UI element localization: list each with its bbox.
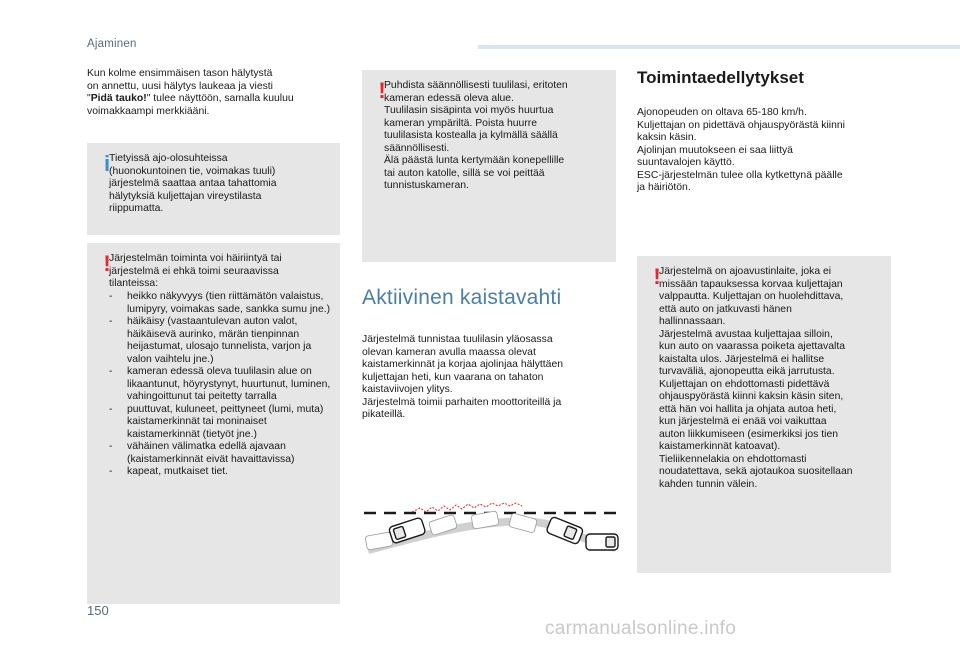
list-item: - kameran edessä oleva tuulilasin alue on likaantunut, höyrystynyt, huurtunut, luminen, vahingoittunut tai peitetty tarralla <box>109 366 336 404</box>
list-item: - puuttuvat, kuluneet, peittyneet (lumi, muta) kaistamerkinnät tai moninaiset kaistamerkinnät (tietyöt jne.) <box>109 404 336 442</box>
intro-paragraph <box>87 68 337 118</box>
driver-assist-warning-text: Järjestelmä on ajoavustinlaite, joka ei missään tapauksessa korvaa kuljettajan valppautta. Kuljettajan on huolehdittava, että auto on jatkuvasti hänen hallinnassaan. Järjestelmä avustaa kuljettajaa silloin, kun auto on vaarassa poiketa ajettavalta kaistalta ulos. Järjestelmä ei hallitse turvaväliä, ajonopeutta eikä jarrutusta. Kuljettajan on ehdottomasti pidettävä ohjauspyörästä kiinni kaksin käsin siten, että hän voi hallita ja ohjata autoa heti, kun järjestelmä ei enää voi vaikuttaa auton liikkumiseen (esimerkiksi jos tien kaistamerkinnät katoavat). Tieliikennelakia on ehdottomasti noudatettava, sekä ajotaukoa suositellaan kahden tunnin välein. <box>659 266 853 490</box>
list-item: - heikko näkyvyys (tien riittämätön valaistus, lumipyry, voimakas sade, sankka sumu jne.) <box>109 291 336 316</box>
info-note-box <box>87 143 340 235</box>
warning-icon: ! <box>103 251 111 276</box>
section-title-active-lane-assist: Aktiivinen kaistavahti <box>362 286 562 309</box>
watermark: carmanualsonline.info <box>545 618 737 639</box>
warning-box-driver-assist <box>637 256 891 573</box>
info-note-text: Tietyissä ajo-olosuhteissa (huonokuntoinen tie, voimakas tuuli) järjestelmä saattaa antaa tahattomia hälytyksiä kuljettajan vireystilasta riippumatta. <box>109 153 277 214</box>
page-number: 150 <box>87 603 109 618</box>
active-lane-assist-text: Järjestelmä tunnistaa tuulilasin yläosassa olevan kameran avulla maassa olevat kaistamerkinnät ja korjaa ajolinjaa hälyttäen kuljettajan heti, kun vaarana on tahaton kaistaviivojen ylitys. Järjestelmä toimii parhaiten moottoriteillä ja pikateillä. <box>362 334 563 420</box>
list-item: - vähäinen välimatka edellä ajavaan (kaistamerkinnät eivät havaittavissa) <box>109 441 336 466</box>
intro-text-after: " tulee näyttöön, samalla kuuluu voimakkaampi merkkiääni. <box>87 93 294 117</box>
intro-bold-text: Pidä tauko! <box>90 93 147 104</box>
lane-departure-illustration <box>360 492 622 564</box>
warning-box-windscreen <box>362 70 616 262</box>
limitations-intro: Järjestelmän toiminta voi häiriintyä tai järjestelmä ei ehkä toimi seuraavissa tilanteissa: <box>109 253 282 289</box>
section-title-operating-conditions: Toimintaedellytykset <box>637 68 804 87</box>
list-item: - häikäisy (vastaantulevan auton valot, häikäisevä aurinko, märän tienpinnan heijastumat, ulosajo tunnelista, varjon ja valon vaihtelu jne.) <box>109 316 336 366</box>
warning-box-limitations <box>87 243 340 604</box>
intro-text: Kun kolme ensimmäisen tason hälytystä on annettu, uusi hälytys laukeaa ja viesti " <box>87 68 273 104</box>
limitations-list <box>109 291 336 479</box>
warning-icon: ! <box>653 264 661 289</box>
windscreen-warning-text: Puhdista säännöllisesti tuulilasi, eritoten kameran edessä oleva alue. Tuulilasin sisäpinta voi myös huurtua kameran ympäriltä. Poista huurre tuulilasista kostealla ja kylmällä säällä säännöllisesti. Älä päästä lunta kertymään konepellille tai auton katolle, sillä se voi peittää tunnistuskameran. <box>384 80 568 191</box>
header-divider <box>478 45 960 49</box>
info-icon: i <box>103 151 111 176</box>
list-item: - kapeat, mutkaiset tiet. <box>109 466 336 479</box>
chapter-label: Ajaminen <box>87 38 137 50</box>
operating-conditions-text: Ajonopeuden on oltava 65-180 km/h. Kuljettajan on pidettävä ohjauspyörästä kiinni kaksin käsin. Ajolinjan muutokseen ei saa liittyä suuntavalojen käyttö. ESC-järjestelmän tulee olla kytkettynä päälle ja häiriötön. <box>637 107 845 193</box>
warning-icon: ! <box>378 78 386 103</box>
